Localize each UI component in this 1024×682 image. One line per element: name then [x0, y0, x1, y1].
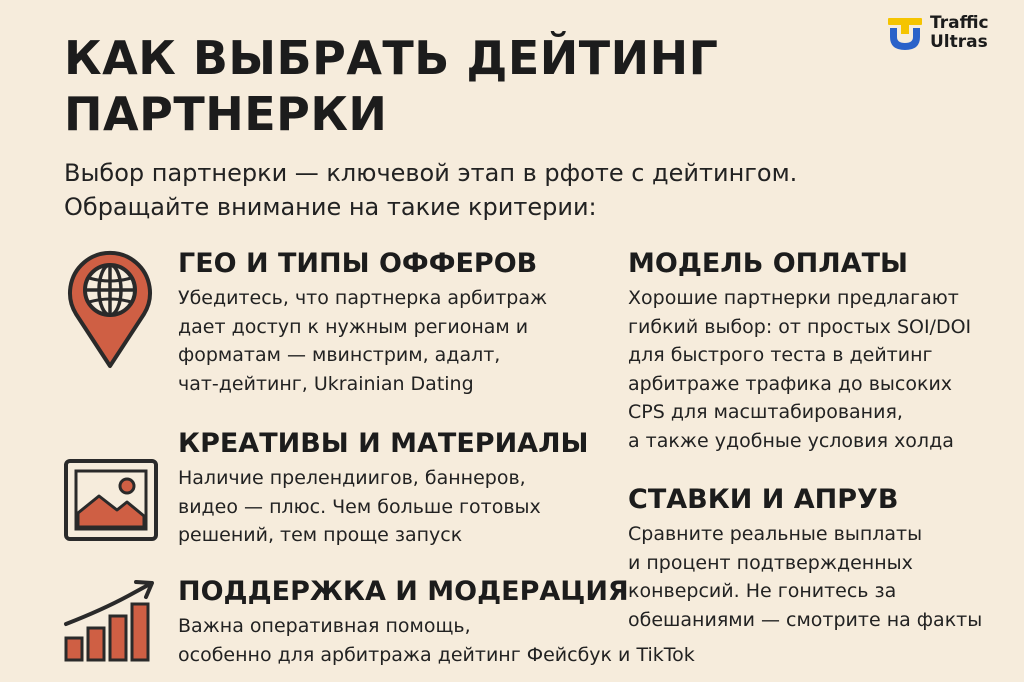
section-geo	[178, 248, 547, 398]
intro-line-1: Выбор партнерки — ключевой этап в рфоте с дейтингом.	[64, 159, 798, 187]
section-geo-body	[178, 284, 547, 398]
logo	[886, 14, 989, 52]
section-payment-line: Хорошие партнерки предлагают	[628, 287, 959, 309]
section-support-body	[178, 612, 695, 669]
section-creatives	[178, 428, 588, 550]
page-title	[64, 30, 718, 142]
section-rates-title: СТАВКИ И АПРУВ	[628, 484, 899, 515]
title-line-2: ПАРТНЕРКИ	[64, 87, 388, 141]
section-creatives-line: решений, тем проще запуск	[178, 524, 463, 546]
traffic-ultras-logo-icon	[886, 14, 924, 52]
section-creatives-body	[178, 464, 588, 550]
section-support-line: особенно для арбитража дейтинг Фейсбук и TikTok	[178, 643, 695, 666]
section-support	[178, 576, 695, 669]
section-geo-title: ГЕО И ТИПЫ ОФФЕРОВ	[178, 248, 538, 279]
location-pin-globe-icon	[64, 244, 156, 370]
section-payment	[628, 248, 971, 455]
section-rates-line: Сравните реальные выплаты	[628, 523, 923, 545]
title-line-1: КАК ВЫБРАТЬ ДЕЙТИНГ	[64, 31, 719, 85]
section-payment-line: арбитраже трафика до высоких	[628, 372, 953, 395]
section-creatives-title: КРЕАТИВЫ И МАТЕРИАЛЫ	[178, 428, 589, 459]
section-creatives-line: Наличие прелендиигов, баннеров,	[178, 467, 526, 489]
section-payment-line: CPS для масштабирования,	[628, 401, 903, 423]
intro-text	[64, 156, 797, 224]
section-geo-line: форматам — мвинстрим, адалт,	[178, 344, 501, 366]
section-payment-body	[628, 284, 971, 455]
section-rates-line: конверсий. Не гонитесь за	[628, 580, 897, 602]
section-geo-line: дает доступ к нужным регионам и	[178, 315, 529, 338]
growth-chart-icon	[62, 578, 160, 664]
section-rates	[628, 484, 982, 634]
logo-line-2: Ultras	[930, 32, 988, 52]
image-icon	[63, 458, 159, 542]
section-support-line: Важна оперативная помощь,	[178, 615, 471, 637]
logo-line-1: Traffic	[930, 13, 989, 33]
section-support-title: ПОДДЕРЖКА И МОДЕРАЦИЯ	[178, 576, 629, 607]
section-rates-body	[628, 520, 982, 634]
section-creatives-line: видео — плюс. Чем больше готовых	[178, 495, 541, 518]
section-rates-line: обешаниями — смотрите на факты	[628, 608, 983, 631]
logo-text	[930, 14, 989, 52]
section-payment-line: для быстрого теста в дейтинг	[628, 344, 933, 366]
section-rates-line: и процент подтвержденных	[628, 551, 913, 574]
section-geo-line: чат-дейтинг, Ukrainian Dating	[178, 372, 474, 395]
section-payment-title: МОДЕЛЬ ОПЛАТЫ	[628, 248, 908, 279]
section-geo-line: Убедитесь, что партнерка арбитраж	[178, 287, 548, 309]
section-payment-line: гибкий выбор: от простых SOI/DOI	[628, 315, 972, 338]
intro-line-2: Обращайте внимание на такие критерии:	[64, 193, 597, 221]
section-payment-line: а также удобные условия холда	[628, 429, 954, 452]
